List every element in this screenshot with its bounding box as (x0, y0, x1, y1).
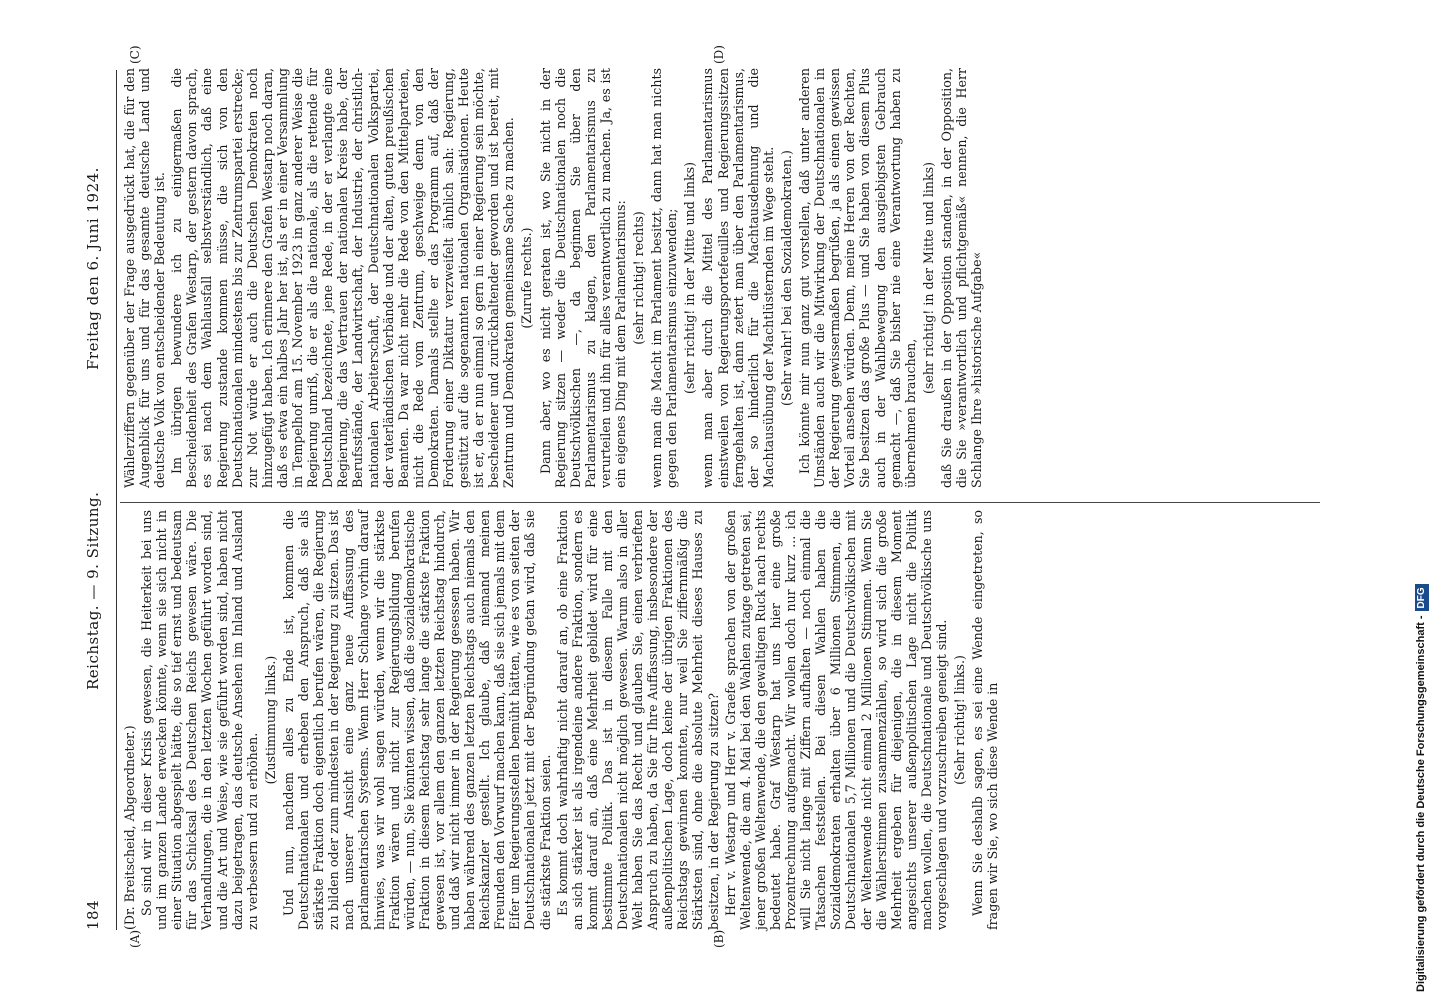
paragraph: daß Sie draußen in der Opposition standen, in der Opposition, die Sie »verantwortlich und pflichtgemäß« nennen, die Herr Schlange Ihre »historische Aufgabe« (938, 68, 985, 488)
session-date: Freitag den 6. Juni 1924. (84, 167, 102, 370)
header-rule (116, 70, 117, 930)
paragraph: Im übrigen bewundere ich zu einigermaßen die Bescheidenheit des Grafen Westarp, der gestern davon sprach, es sei nach dem Wahlausfall selbstverständlich, daß eine Regierung zustande kommen müsse, die sich von den Deutschnationalen mindestens bis zur Zentrumspartei erstrecke; zur Not würde er auch die Deutschen Demokraten noch hinzugefügt haben. Ich erinnere den Grafen Westarp noch daran, daß es etwa ein halbes Jahr her ist, als er in einer Versammlung in Tempelhof am 15. November 1923 in ganz anderer Weise die Regierung umriß, die er als die nationale, als die rettende für Deutschland bezeichnete, jene Rede, in der er verlangte eine Regierung, die das Vertrauen der nationalen Kreise habe, der Berufsstände, der Landwirtschaft, der Industrie, der christlich-nationalen Arbeiterschaft, der Deutschnationalen Volkspartei, der vaterländischen Verbände und der alten, guten preußischen Beamten. Da war nicht mehr die Rede von den Mittelparteien, nicht die Rede vom Zentrum, geschweige denn von den Demokraten. Damals stellte er das Programm auf, daß der Forderung einer Diktatur verzweifelt ähnlich sah: Regierung, gestützt auf die sogenannten nationalen Organisationen. Heute ist er, da er nun einmal so gern in einer Regierung sein möchte, bescheidener und zurückhaltender geworden und ist bereit, mit Zentrum und Demokraten gemeinsame Sache zu machen. (169, 68, 517, 488)
paragraph: wenn man aber durch die Mittel des Parlamentarismus einstweilen von Regierungsportefeuilles und Regierungssitzen ferngehalten ist, dann zetert man über den Parlamentarismus, der so hinderlich für die Machtausdehnung und die Machtausübung der Machtlüsternden im Wege steht. (700, 68, 776, 488)
paragraph: Und nun, nachdem alles zu Ende ist, kommen die Deutschnationalen und erheben den Anspruch, daß sie als stärkste Fraktion doch eigentlich berufen wären, die Regierung zu bilden oder zum mindesten in der Regierung zu sitzen. Das ist nach unserer Ansicht eine ganz neue Auffassung des parlamentarischen Systems. Wenn Herr Schlange vorhin darauf hinwies, was wir wohl sagen würden, wenn wir die stärkste Fraktion wären und nicht zur Regierungsbildung berufen würden, — nun, Sie könnten wissen, daß die sozialdemokratische Fraktion in diesem Reichstag sehr lange die stärkste Fraktion gewesen ist, vor allem den ganzen letzten Reichstag hindurch, und daß wir nicht immer in der Regierung gesessen haben. Wir haben während des ganzen letzten Reichstags auch niemals den Reichskanzler gestellt. Ich glaube, daß niemand meinen Freunden den Vorwurf machen kann, daß sie sich jemals mit dem Eifer um Regierungsstellen bemüht hätten, wie es von seiten der Deutschnationalen jetzt mit der Begründung getan wird, daß sie die stärkste Fraktion seien. (280, 510, 553, 930)
right-column (122, 68, 1322, 488)
column-divider (120, 502, 1320, 503)
paragraph: Dann aber, wo es nicht geraten ist, wo Sie nicht in der Regierung sitzen — weder die Deutschnationalen noch die Deutschvölkischen —, da beginnen Sie über den Parlamentarismus zu klagen, den Parlamentarismus zu verurteilen und ihn für alles verantwortlich zu machen. Ja, es ist ein eigenes Ding mit dem Parlamentarismus: (537, 68, 628, 488)
interjection: (sehr richtig! in der Mitte und links) (920, 161, 936, 395)
page-number: 184 (84, 899, 102, 930)
paragraph: Es kommt doch wahrhaftig nicht darauf an, ob eine Fraktion an sich stärker ist als irgendeine andere Fraktion, sondern es kommt darauf an, daß eine Mehrheit gebildet wird für eine bestimmte Politik. Das ist in diesem Falle mit den Deutschnationalen nicht möglich gewesen. Warum also in aller Welt haben Sie das Recht und glauben Sie, einen verbrieften Anspruch zu haben, da Sie für Ihre Auffassung, insbesondere der außenpolitischen Lage, doch keine der übrigen Fraktionen des Reichstags gewinnen konnten, nur weil Sie ziffernmäßig die Stärksten sind, ohne die absolute Mehrheit dieses Hauses zu besitzen, in der Regierung zu sitzen? (554, 510, 721, 930)
paragraph: Wählerziffern gegenüber der Frage ausgedrückt hat, die für den Augenblick für uns und für das gesamte deutsche Land und deutsche Volk von entscheidender Bedeutung ist. (122, 68, 168, 488)
dfg-stamp (1410, 8, 1432, 992)
paragraph: Herr v. Westarp und Herr v. Graefe sprachen von der großen Weltenwende, die am 4. Mai bei den Wahlen zutage getreten sei, jener großen Weltenwende, die den gewaltigen Ruck nach rechts bedeutet habe. Graf Westarp hat uns hier eine große Prozentrechnung aufgemacht. Wir wollen doch nur kurz ... ich will Sie nicht lange mit Ziffern aufhalten — noch einmal die Tatsachen feststellen. Bei diesen Wahlen haben die Sozialdemokraten erhalten über 6 Millionen Stimmen, die Deutschnationalen 5,7 Millionen und die Deutschvölkischen mit der Weltenwende nicht einmal 2 Millionen Stimmen. Wenn Sie die Wählerstimmen zusammenzählen, so wird sich die große Mehrheit ergeben für diejenigen, die in diesem Moment angesichts unserer außenpolitischen Lage nicht die Politik machen wollen, die Deutschnationale und Deutschvölkische uns vorgeschlagen und vorzuschreiben geneigt sind. (722, 510, 949, 930)
paragraph: So sind wir in dieser Krisis gewesen, die Heiterkeit bei uns und im ganzen Lande erwecken könnte, wenn sie sich nicht in einer Situation abgespielt hätte, die so tief ernst und bedeutsam für das Schicksal des Deutschen Reichs gewesen wäre. Die Verhandlungen, die in den letzten Wochen geführt worden sind, und die Art und Weise, wie sie geführt worden sind, haben nicht dazu beigetragen, das deutsche Ansehen im Inland und Ausland zu verbessern und zu erhöhen. (139, 510, 260, 930)
paragraph: (Dr. Breitscheid, Abgeordneter.) (122, 725, 137, 930)
session-title: Reichstag. — 9. Sitzung. (84, 491, 102, 690)
margin-mark-d: (D) (712, 45, 726, 64)
dfg-logo: DFG (1415, 584, 1429, 611)
margin-mark-a: (A) (128, 929, 142, 948)
interjection: (sehr richtig! rechts) (631, 211, 647, 345)
left-column (122, 510, 1322, 930)
interjection: (Zurufe rechts.) (519, 227, 535, 329)
paragraph: Ich könnte mir nun ganz gut vorstellen, daß unter anderen Umständen auch wir die Mitwirkung der Deutschnationalen in der Regierung gewissermaßen begrüßen, ja als einen gewissen Vorteil ansehen würden. Denn, meine Herren von der Rechten, Sie besitzen das große Plus — und Sie haben von diesem Plus auch in der Wahlbewegung den ausgiebigsten Gebrauch gemacht —, daß Sie bisher nie eine Verantwortung haben zu übernehmen brauchen, (797, 68, 918, 488)
interjection: (Sehr richtig! links.) (952, 655, 968, 785)
stamp-text: Digitalisierung gefördert durch die Deutsche Forschungsgemeinschaft - (1415, 615, 1427, 992)
interjection: (Zustimmung links.) (262, 655, 278, 785)
interjection: (Sehr wahr! bei den Sozialdemokraten.) (778, 150, 794, 406)
interjection: (sehr richtig! in der Mitte und links) (682, 161, 698, 395)
margin-mark-b: (B) (712, 929, 726, 948)
paragraph: wenn man die Macht im Parlament besitzt, dann hat man nichts gegen den Parlamentarismus einzuwenden; (649, 68, 680, 488)
margin-mark-c: (C) (128, 45, 142, 64)
paragraph: Wenn Sie deshalb sagen, es sei eine Wende eingetreten, so fragen wir Sie, wo sich diese Wende in (970, 510, 1001, 930)
page-header (84, 70, 112, 930)
